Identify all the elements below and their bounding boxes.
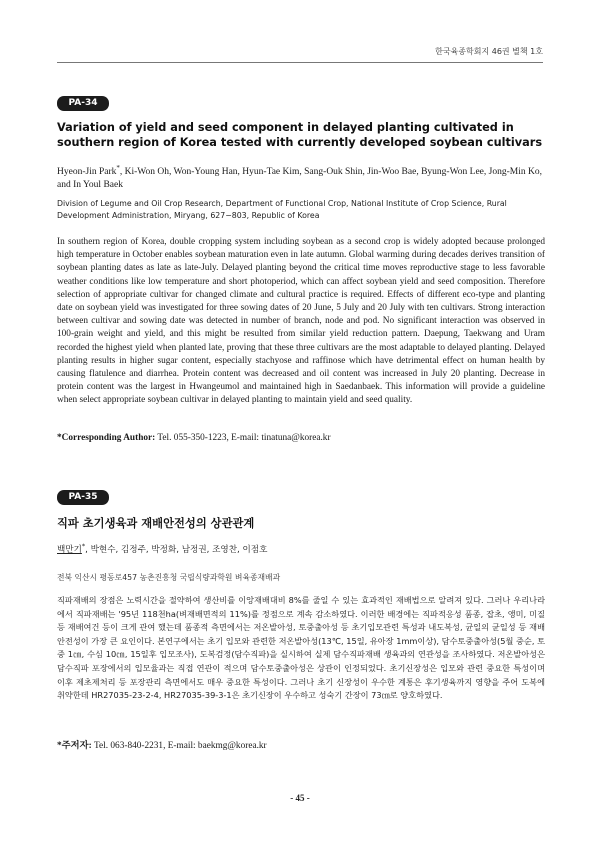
corresponding-contact: [57, 432, 543, 445]
contact-label: *주저자:: [57, 741, 92, 751]
first-author: Hyeon-Jin Park: [57, 167, 117, 178]
journal-header: 한국육종학회지 46권 별책 1호: [435, 47, 543, 56]
paper-title: Variation of yield and seed component in delayed planting cultivated in southern region of Korea tested with currently developed soybean cultivars: [57, 121, 543, 149]
affiliation: 전북 익산시 평동로457 농촌진흥청 국립식량과학원 벼육종재배과: [57, 573, 281, 582]
header-divider: [57, 62, 543, 63]
contact-label: *Corresponding Author:: [57, 433, 156, 443]
abstract-badge: PA-35: [57, 490, 109, 505]
abstract-body: In southern region of Korea, double cropping system including soybean as a second crop is widely adopted because prolonged high temperature in October enables soybean maturation even in late autumn. Global warming during decades derives transition of soybean planting dates as late as late-July. Delayed planting beyond the critical time moves reproductive stage to less favorable weather conditions like low temperature and short photoperiod, which can affect soybean yield and seed composition. Therefore selection of appropriate cultivar for changed climate and cultural practice is required. Effects of different eco-type and planting date on soybean yield was investigated for three sowing dates of 20 June, 5 July and 20 July with ten cultivars. Strong interaction between cultivar and sowing date was detected in number of branch, node and pod. No significant interaction was observed in 100-grain weight and yield, and this might be resulted from similar yield reduction pattern. Daepung, Taekwang and Uram recorded the highest yield when planted late, proving that these three cultivars are the most adaptable to delayed planting. Delayed planting results in higher sugar content, especially stachyose and raffinose which have detrimental effect on human health by causing flatulence and diarrhea. Protein content was decreased and oil content was increased in July 20 planting. Decrease in protein content was the largest in Hwangeumol and maintained high in Saedanbaek. This information will provide a guideline when select appropriate soybean cultivar in delayed planting to maintain yield and seed quality.: [57, 237, 545, 406]
first-author: 백만기: [57, 544, 82, 555]
contact-value: Tel. 055-350-1223, E-mail: tinatuna@korea.kr: [157, 433, 331, 443]
other-authors: , Ki-Won Oh, Won-Young Han, Hyun-Tae Kim, Sang-Ouk Shin, Jin-Woo Bae, Byung-Won Lee, Jong-Min Ko, and In Youl Baek: [57, 167, 542, 191]
corresponding-mark: *: [81, 542, 86, 550]
corresponding-mark: *: [116, 164, 120, 172]
affiliation: Division of Legume and Oil Crop Research, Department of Functional Crop, National Institute of Crop Science, Rural Development Administration, Miryang, 627−803, Republic of Korea: [57, 199, 507, 220]
contact-value: Tel. 063-840-2231, E-mail: baekmg@korea.kr: [94, 741, 267, 751]
paper-title: 직파 초기생육과 재배안전성의 상관관계: [57, 517, 255, 530]
author-list: [57, 162, 543, 192]
abstract-badge: PA-34: [57, 96, 109, 111]
other-authors: , 박현수, 김정주, 박정화, 남정권, 조영찬, 이점호: [85, 544, 268, 555]
corresponding-contact: [57, 740, 543, 753]
page-number: - 45 -: [290, 793, 310, 803]
abstract-body: 직파재배의 장점은 노력시간을 절약하여 생산비를 이앙재배대비 8%를 줄일 수 있는 효과적인 재배법으로 알려져 있다. 그러나 우리나라에서 직파재배는 '95년 118천ha(벼재배면적의 11%)를 정점으로 계속 감소하였다. 이러한 배경에는 직파적응성 품종, 잡초, 앵미, 미질 등 재배여건 등이 크게 관여 했는데 품종적 측면에서는 저온발아성, 토중출아성 등 초기입모관련 특성과 내도복성, 균일의 균일성 등 재배안전성이 가장 큰 요인이다. 본연구에서는 초기 입모와 관련한 저온발아성(13℃, 15일, 유아장 1mm이상), 담수토중출아성(5월 중순, 토중 1㎝, 수심 10㎝, 15일후 입모조사), 도복검정(담수직파)을 실시하여 실제 담수직파재배 생육과의 연관성을 조사하였다. 저온발아성은 담수직파 포장에서의 입모율과는 직접 연관이 적으며 담수토중출아성은 상관이 인정되었다. 초기신장성은 입모와 관련 중요한 특성이며 이후 제초제처리 등 포장관리 측면에서도 매우 중요한 특성이다. 그러나 초기 신장성이 우수한 계통은 후기생육까지 영향을 주어 도복에 취약한데 HR27035-23-2-4, HR27035-39-3-1은 초기신장이 우수하고 성숙기 간장이 73㎝로 양호하였다.: [57, 595, 545, 701]
author-list: [57, 542, 543, 555]
